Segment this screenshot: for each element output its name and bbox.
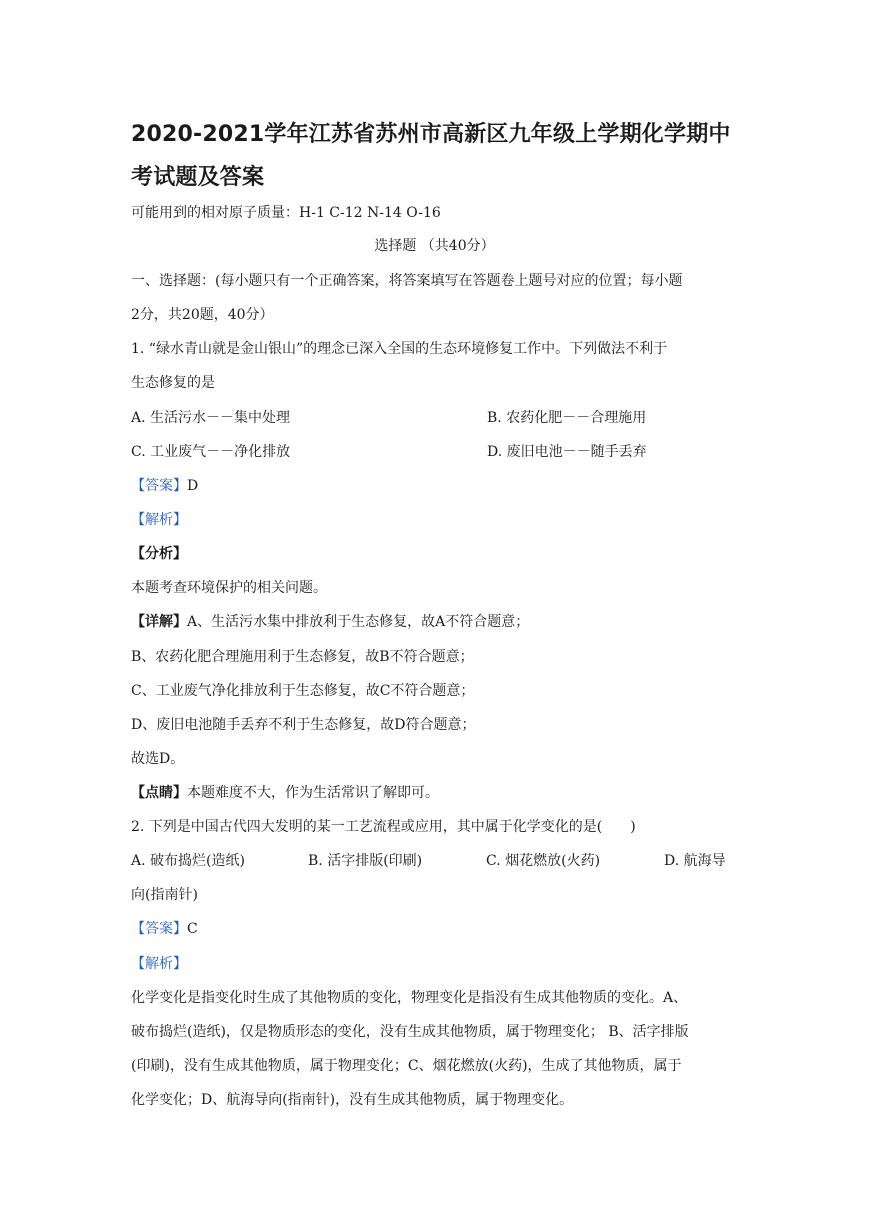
q1-stem-line1: 1. “绿水青山就是金山银山”的理念已深入全国的生态环境修复工作中。下列做法不利于	[131, 341, 668, 357]
answer-tag: 【答案】	[131, 921, 187, 937]
q1-option-c: C. 工业废气－－净化排放	[131, 444, 291, 460]
detail-text: A、生活污水集中排放利于生态修复，故A不符合题意；	[187, 614, 530, 630]
q1-option-b: B. 农药化肥－－合理施用	[487, 410, 647, 426]
q1-detail-line4: D、废旧电池随手丢弃不利于生态修复，故D符合题意；	[131, 717, 476, 733]
q1-fenxi-tag: 【分析】	[131, 546, 187, 562]
detail-tag: 【详解】	[131, 614, 187, 630]
instructions-line2: 2分，共20题，40分）	[131, 307, 274, 323]
q1-detail-line1	[131, 613, 529, 631]
q2-explanation-line4: 化学变化；D、航海导向(指南针)，没有生成其他物质，属于物理变化。	[131, 1092, 574, 1108]
q1-answer	[131, 477, 198, 495]
q1-option-a: A. 生活污水－－集中处理	[131, 410, 291, 426]
q2-stem: 2. 下列是中国古代四大发明的某一工艺流程或应用，其中属于化学变化的是( )	[131, 819, 636, 835]
tip-tag: 【点睛】	[131, 785, 187, 801]
q2-answer	[131, 920, 198, 938]
q1-option-d: D. 废旧电池－－随手丢弃	[487, 444, 647, 460]
q1-choose: 故选D。	[131, 751, 185, 767]
answer-value: C	[187, 921, 198, 937]
q2-option-d: D. 航海导	[664, 853, 726, 869]
q1-tip	[131, 784, 439, 802]
q2-analysis-tag: 【解析】	[131, 956, 187, 972]
q2-explanation-line2: 破布捣烂(造纸)，仅是物质形态的变化，没有生成其他物质，属于物理变化； B、活字排版	[131, 1024, 689, 1040]
q1-stem-line2: 生态修复的是	[131, 375, 215, 391]
q2-option-a: A. 破布捣烂(造纸)	[131, 853, 245, 869]
q2-option-c: C. 烟花燃放(火药)	[486, 853, 601, 869]
document-title-line1: 2020-2021学年江苏省苏州市高新区九年级上学期化学期中	[131, 122, 731, 147]
answer-value: D	[187, 478, 199, 494]
q2-explanation-line1: 化学变化是指变化时生成了其他物质的变化，物理变化是指没有生成其他物质的变化。A、	[131, 990, 688, 1006]
q1-detail-line3: C、工业废气净化排放利于生态修复，故C不符合题意；	[131, 683, 475, 699]
q2-option-b: B. 活字排版(印刷)	[308, 853, 423, 869]
q2-option-d-continued: 向(指南针)	[131, 887, 198, 903]
instructions-line1: 一、选择题：(每小题只有一个正确答案，将答案填写在答题卷上题号对应的位置；每小题	[131, 273, 683, 289]
tip-text: 本题难度不大，作为生活常识了解即可。	[187, 785, 439, 801]
document-title-line2: 考试题及答案	[131, 165, 265, 190]
q2-explanation-line3: (印刷)，没有生成其他物质，属于物理变化；C、烟花燃放(火药)，生成了其他物质，属于	[131, 1058, 682, 1074]
q1-analysis-tag: 【解析】	[131, 512, 187, 528]
section-heading: 选择题 （共40分）	[374, 238, 495, 254]
q1-fenxi-text: 本题考查环境保护的相关问题。	[131, 580, 327, 596]
answer-tag: 【答案】	[131, 478, 187, 494]
q1-detail-line2: B、农药化肥合理施用利于生态修复，故B不符合题意；	[131, 649, 474, 665]
atomic-mass-note: 可能用到的相对原子质量：H-1 C-12 N-14 O-16	[131, 205, 441, 221]
